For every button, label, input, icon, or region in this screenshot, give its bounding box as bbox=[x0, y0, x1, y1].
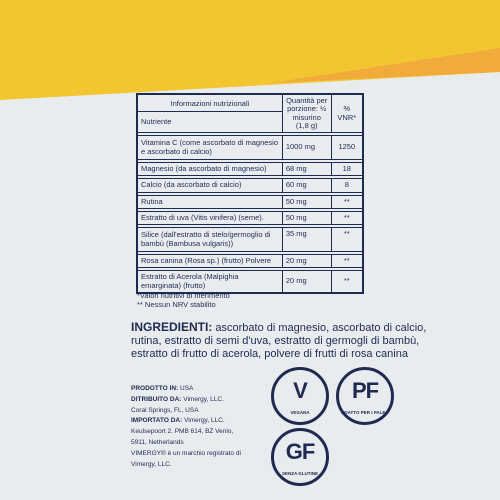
nrv-header: % VNR* bbox=[331, 94, 363, 133]
made-in-line bbox=[131, 384, 271, 395]
table-footnotes bbox=[137, 291, 230, 309]
gluten-free-badge-caption: SENZA GLUTINE bbox=[281, 471, 319, 476]
table-row bbox=[137, 211, 363, 224]
gluten-free-badge-letters: GF bbox=[285, 439, 315, 464]
ingredients-text: ascorbato di magnesio, ascorbato di calcio, rutina, estratto di semi d'uva, estratto di germogli di bambù, estratto di frutto di acerola, polvere di frutti di rosa canina bbox=[131, 322, 427, 360]
nutrient-amount: 1000 mg bbox=[282, 136, 331, 160]
nutrient-header: Nutriente bbox=[137, 111, 282, 132]
nutrient-nrv: 8 bbox=[331, 179, 363, 192]
made-in-value: USA bbox=[178, 385, 194, 392]
distributed-address: Coral Springs, FL, USA bbox=[131, 406, 199, 414]
imported-address-1: Keulsepoort 2, PMB 614, BZ Venlo, bbox=[131, 428, 234, 436]
vegan-badge-icon bbox=[271, 367, 329, 425]
nutrient-name: Vitamina C (come ascorbato di magnesio e ascorbato di calcio) bbox=[137, 136, 282, 160]
nutrient-nrv: ** bbox=[331, 195, 363, 208]
paleo-badge-letters: PF bbox=[351, 378, 379, 403]
table-row bbox=[137, 271, 363, 293]
nutrient-amount: 20 mg bbox=[282, 255, 331, 268]
table-header-row bbox=[137, 94, 363, 111]
nutrient-nrv: ** bbox=[331, 255, 363, 268]
table-row bbox=[137, 163, 363, 176]
serving-size-header: Quantità per porzione: ½ misurino (1,8 g) bbox=[282, 94, 331, 133]
distributed-line bbox=[131, 395, 271, 406]
paleo-badge-caption: ADATTO PER I PALEO bbox=[341, 410, 389, 415]
gluten-free-badge-icon bbox=[271, 428, 329, 486]
nutrient-nrv: ** bbox=[331, 271, 363, 293]
nutrient-name: Magnesio (da ascorbato di magnesio) bbox=[137, 163, 282, 176]
table-title: Informazioni nutrizionali bbox=[137, 94, 282, 111]
nutrient-name: Estratto di Acerola (Malpighia emarginata) (frutto) bbox=[137, 271, 282, 293]
nutrient-amount: 68 mg bbox=[282, 163, 331, 176]
company-info bbox=[131, 384, 271, 470]
paleo-friendly-badge-icon bbox=[336, 367, 394, 425]
vegan-badge-caption: VEGANA bbox=[290, 410, 310, 415]
table-row bbox=[137, 228, 363, 252]
nutrient-name: Estratto di uva (Vitis vinifera) (seme). bbox=[137, 211, 282, 224]
vegan-badge-letters: V bbox=[293, 378, 307, 403]
imported-address-2: 5911, Netherlands bbox=[131, 438, 184, 446]
nutrient-nrv: 1250 bbox=[331, 136, 363, 160]
nutrient-name: Rosa canina (Rosa sp.) (frutto) Polvere bbox=[137, 255, 282, 268]
nutrient-name: Calcio (da ascorbato di calcio) bbox=[137, 179, 282, 192]
nutrient-amount: 50 mg bbox=[282, 195, 331, 208]
nutrient-amount: 50 mg bbox=[282, 211, 331, 224]
table-row bbox=[137, 255, 363, 268]
trademark-line-2: Vimergy, LLC. bbox=[131, 460, 172, 468]
imported-line bbox=[131, 416, 271, 427]
distributed-value: Vimergy, LLC. bbox=[181, 395, 224, 403]
distributed-label: DITRIBUITO DA: bbox=[131, 395, 182, 403]
ingredients-paragraph bbox=[131, 321, 431, 361]
nutrient-nrv: 18 bbox=[331, 163, 363, 176]
table-row bbox=[137, 136, 363, 160]
imported-label: IMPORTATO DA: bbox=[131, 417, 183, 425]
footnote-no-nrv: ** Nessun NRV stabilito bbox=[137, 300, 216, 309]
nutrient-amount: 20 mg bbox=[282, 271, 331, 293]
made-in-label: PRODOTTO IN: bbox=[131, 385, 179, 392]
nutrient-name: Silice (dall'estratto di stelo/germoglio di bambù (Bambusa vulgaris)) bbox=[137, 228, 282, 252]
nutrient-amount: 60 mg bbox=[282, 179, 331, 192]
ingredients-label: INGREDIENTI: bbox=[131, 320, 213, 334]
nutrient-nrv: ** bbox=[331, 211, 363, 224]
trademark-line-1: VIMERGY® è un marchio registrato di bbox=[131, 449, 241, 457]
table-row bbox=[137, 195, 363, 208]
nutrient-nrv: ** bbox=[331, 228, 363, 252]
footnote-nrv: *Valori nutritivi di riferimento bbox=[137, 291, 230, 300]
imported-value: Vimergy, LLC. bbox=[182, 417, 225, 425]
table-row bbox=[137, 179, 363, 192]
nutrient-name: Rutina bbox=[137, 195, 282, 208]
nutrition-table bbox=[136, 93, 364, 294]
nutrient-amount: 35 mg bbox=[282, 228, 331, 252]
